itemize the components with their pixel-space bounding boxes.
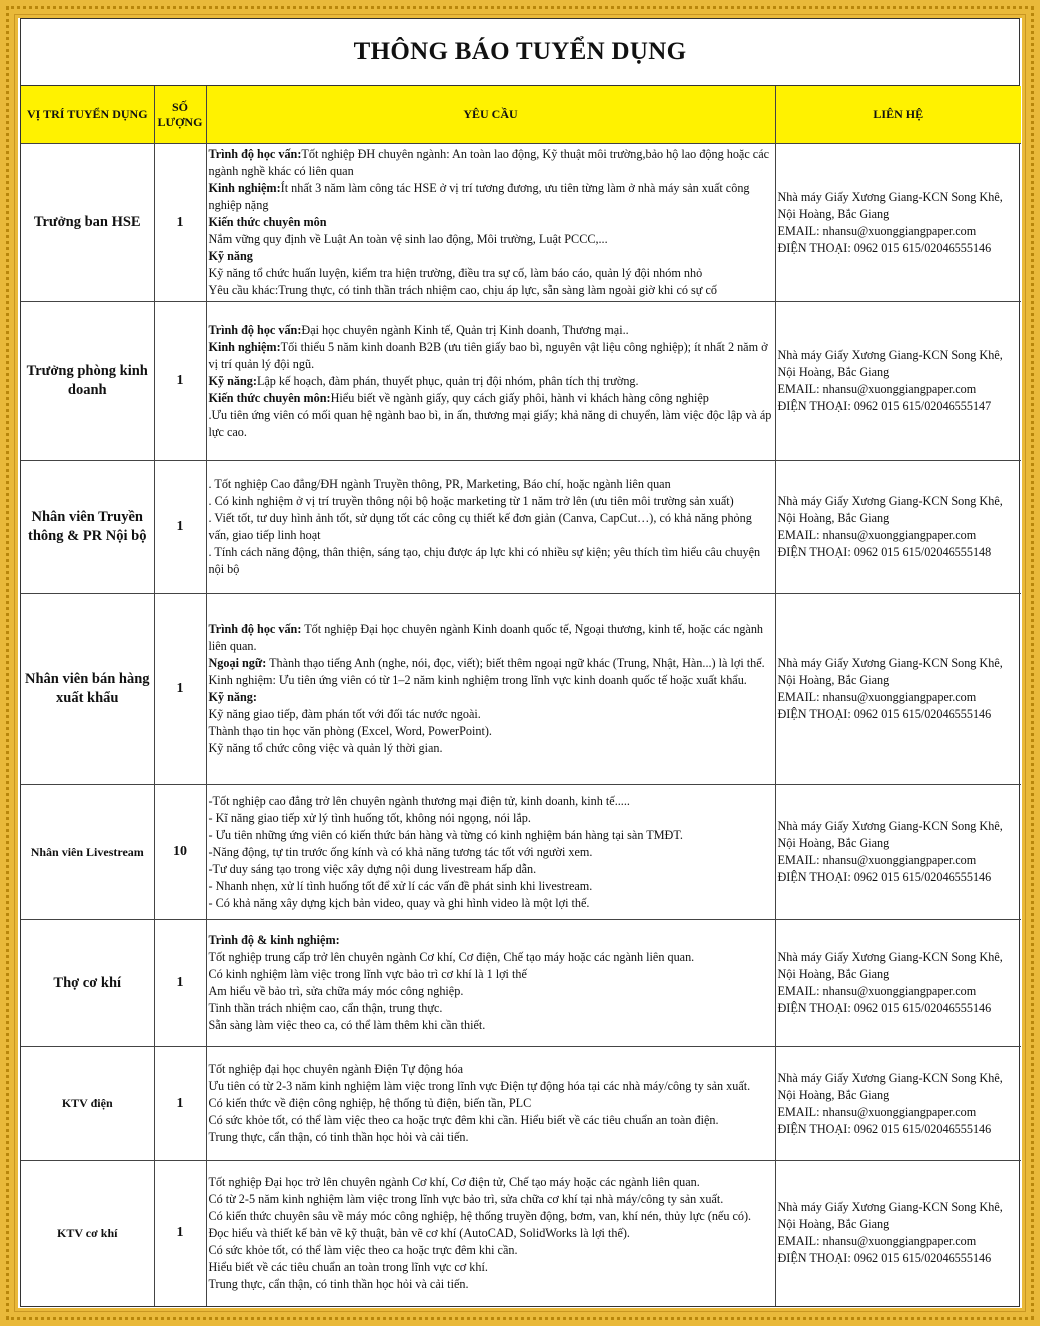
job-requirements: [206, 920, 775, 1047]
job-contact: [775, 920, 1021, 1047]
contact-phone: ĐIỆN THOẠI: 0962 015 615/02046555146: [777, 1121, 992, 1136]
requirement-line: [209, 740, 773, 757]
contact-phone: ĐIỆN THOẠI: 0962 015 615/02046555146: [777, 240, 992, 255]
requirement-line: [209, 373, 773, 390]
requirement-text: - Kĩ năng giao tiếp xử lý tình huống tốt, không nói ngọng, nói lắp.: [208, 810, 531, 825]
job-requirements: [206, 594, 775, 785]
requirement-line: [209, 793, 773, 810]
contact-email: EMAIL: nhansu@xuonggiangpaper.com: [777, 690, 977, 704]
requirement-label: Kỹ năng:: [208, 690, 257, 704]
job-quantity: 1: [154, 920, 206, 1047]
contact-address: Nhà máy Giấy Xương Giang-KCN Song Khê, Nội Hoàng, Bắc Giang: [777, 348, 1003, 379]
contact-email: EMAIL: nhansu@xuonggiangpaper.com: [777, 528, 977, 542]
jobs-table: [21, 86, 1021, 1306]
job-contact: [775, 461, 1021, 594]
requirement-label: Trình độ học vấn:: [208, 147, 302, 161]
requirement-line: [209, 810, 773, 827]
requirement-text: Tốt nghiệp Đại học chuyên ngành Kinh doanh quốc tế, Ngoại thương, kinh tế, hoặc các ngành liên quan.: [208, 622, 764, 653]
requirement-line: [209, 1000, 773, 1017]
requirement-text: Tốt nghiệp ĐH chuyên ngành: An toàn lao động, Kỹ thuật môi trường,bảo hộ lao động hoặc các ngành nghề khác có liên quan: [208, 147, 770, 178]
requirement-line: [209, 655, 773, 672]
job-position: Thợ cơ khí: [21, 920, 154, 1047]
job-position: KTV cơ khí: [21, 1161, 154, 1306]
contact-address: Nhà máy Giấy Xương Giang-KCN Song Khê, Nội Hoàng, Bắc Giang: [777, 656, 1003, 687]
requirement-line: [209, 1112, 773, 1129]
header-contact: LIÊN HỆ: [775, 86, 1021, 144]
requirement-text: Trung thực, cẩn thận, có tinh thần học hỏi và cải tiến.: [208, 1276, 469, 1291]
requirement-text: Kinh nghiệm: Ưu tiên ứng viên có từ 1–2 năm kinh nghiệm trong lĩnh vực kinh doanh quốc tế hoặc xuất khẩu.: [208, 673, 747, 687]
requirement-text: Kỹ năng giao tiếp, đàm phán tốt với đối tác nước ngoài.: [208, 707, 481, 721]
requirement-line: [209, 1242, 773, 1259]
requirement-line: [209, 476, 773, 493]
requirement-line: [209, 146, 773, 180]
requirement-line: [209, 706, 773, 723]
requirement-line: [209, 1095, 773, 1112]
job-contact: [775, 302, 1021, 461]
contact-email: EMAIL: nhansu@xuonggiangpaper.com: [777, 1104, 977, 1119]
job-position: Trưởng ban HSE: [21, 144, 154, 302]
requirement-line: [209, 966, 773, 983]
header-position: VỊ TRÍ TUYỂN DỤNG: [21, 86, 154, 144]
requirement-text: . Tính cách năng động, thân thiện, sáng tạo, chịu được áp lực khi có nhiều sự kiện; yêu thích tìm hiểu câu chuyện nội bộ: [208, 545, 761, 576]
requirement-line: [209, 282, 773, 299]
table-row: [21, 920, 1021, 1047]
contact-phone: ĐIỆN THOẠI: 0962 015 615/02046555148: [777, 545, 992, 559]
table-row: [21, 1047, 1021, 1161]
table-row: [21, 1161, 1021, 1306]
requirement-line: [209, 1225, 773, 1242]
job-position: Trưởng phòng kinh doanh: [21, 302, 154, 461]
requirement-label: Kỹ năng: [208, 249, 253, 263]
requirement-text: Tốt nghiệp đại học chuyên ngành Điện Tự động hóa: [208, 1062, 463, 1076]
requirement-text: Ít nhất 3 năm làm công tác HSE ở vị trí tương đương, ưu tiên từng làm ở nhà máy sản xuất công nghiệp nặng: [208, 181, 750, 212]
requirement-label: Kinh nghiệm:: [208, 339, 281, 354]
requirement-label: Trình độ & kinh nghiệm:: [208, 933, 340, 947]
requirement-text: Kỹ năng tổ chức huấn luyện, kiểm tra hiện trường, điều tra sự cố, làm báo cáo, quản lý đội nhóm nhỏ: [208, 266, 703, 280]
requirement-line: [209, 932, 773, 949]
job-requirements: [206, 785, 775, 920]
requirement-text: Có sức khỏe tốt, có thể làm việc theo ca hoặc trực đêm khi cần. Hiểu biết về các tiêu chuẩn an toàn điện.: [208, 1113, 719, 1127]
table-header-row: [21, 86, 1021, 144]
requirement-text: -Tốt nghiệp cao đẳng trở lên chuyên ngành thương mại điện tử, kinh doanh, kinh tế.....: [208, 793, 630, 808]
job-requirements: [206, 1047, 775, 1161]
requirement-text: Tối thiểu 5 năm kinh doanh B2B (ưu tiên giấy bao bì, nguyên vật liệu công nghiệp); ít nhất 2 năm ở vị trí quản lý đội ngũ.: [208, 339, 768, 371]
requirement-line: [209, 1208, 773, 1225]
requirement-text: Đại học chuyên ngành Kinh tế, Quản trị Kinh doanh, Thương mại..: [301, 322, 629, 337]
job-contact: [775, 1047, 1021, 1161]
header-quantity: SỐ LƯỢNG: [154, 86, 206, 144]
job-quantity: 10: [154, 785, 206, 920]
requirement-line: [209, 214, 773, 231]
requirement-line: [209, 231, 773, 248]
job-contact: [775, 1161, 1021, 1306]
requirement-text: Sẵn sàng làm việc theo ca, có thể làm thêm khi cần thiết.: [208, 1018, 486, 1032]
requirement-line: [209, 339, 773, 373]
requirement-line: [209, 1061, 773, 1078]
table-row: [21, 144, 1021, 302]
contact-phone: ĐIỆN THOẠI: 0962 015 615/02046555146: [777, 1001, 992, 1015]
requirement-text: -Tư duy sáng tạo trong việc xây dựng nội dung livestream hấp dẫn.: [208, 861, 537, 876]
job-position: KTV điện: [21, 1047, 154, 1161]
contact-email: EMAIL: nhansu@xuonggiangpaper.com: [777, 984, 977, 998]
requirement-line: [209, 248, 773, 265]
requirement-text: - Có khả năng xây dựng kịch bản video, quay và ghi hình video là một lợi thế.: [208, 895, 590, 910]
requirement-text: Đọc hiểu và thiết kế bản vẽ kỹ thuật, bản vẽ cơ khí (AutoCAD, SolidWorks là lợi thế).: [208, 1225, 630, 1240]
requirement-text: Hiểu biết về các tiêu chuẩn an toàn trong lĩnh vực cơ khí.: [208, 1259, 488, 1274]
requirement-text: . Có kinh nghiệm ở vị trí truyền thông nội bộ hoặc marketing từ 1 năm trở lên (ưu tiên môi trường sản xuất): [208, 494, 734, 508]
contact-phone: ĐIỆN THOẠI: 0962 015 615/02046555146: [777, 870, 992, 884]
requirement-text: Trung thực, cẩn thận, có tinh thần học hỏi và cải tiến.: [208, 1130, 469, 1144]
contact-phone: ĐIỆN THOẠI: 0962 015 615/02046555147: [777, 399, 992, 413]
contact-address: Nhà máy Giấy Xương Giang-KCN Song Khê, Nội Hoàng, Bắc Giang: [777, 189, 1003, 221]
requirement-line: [209, 510, 773, 544]
requirement-text: Tinh thần trách nhiệm cao, cẩn thận, trung thực.: [208, 1001, 443, 1015]
contact-address: Nhà máy Giấy Xương Giang-KCN Song Khê, Nội Hoàng, Bắc Giang: [777, 494, 1003, 525]
job-quantity: 1: [154, 144, 206, 302]
requirement-line: [209, 621, 773, 655]
job-quantity: 1: [154, 1047, 206, 1161]
requirement-line: [209, 390, 773, 407]
requirement-line: [209, 895, 773, 912]
table-row: [21, 461, 1021, 594]
contact-phone: ĐIỆN THOẠI: 0962 015 615/02046555146: [777, 707, 992, 721]
requirement-line: [209, 844, 773, 861]
job-contact: [775, 785, 1021, 920]
recruitment-notice: [20, 18, 1020, 1307]
job-quantity: 1: [154, 461, 206, 594]
requirement-text: Lập kế hoạch, đàm phán, thuyết phục, quản trị đội nhóm, phân tích thị trường.: [256, 373, 639, 388]
job-quantity: 1: [154, 302, 206, 461]
contact-email: EMAIL: nhansu@xuonggiangpaper.com: [777, 1234, 977, 1249]
requirement-line: [209, 1017, 773, 1034]
requirement-line: [209, 1078, 773, 1095]
table-row: [21, 594, 1021, 785]
requirement-text: Có kiến thức chuyên sâu về máy móc công nghiệp, hệ thống truyền động, bơm, van, khí nén, thủy lực (nếu có).: [208, 1208, 752, 1223]
requirement-label: Kinh nghiệm:: [208, 181, 281, 195]
requirement-line: [209, 544, 773, 578]
requirement-label: Kiến thức chuyên môn:: [208, 390, 331, 405]
requirement-text: Yêu cầu khác:Trung thực, có tinh thần trách nhiệm cao, chịu áp lực, sẵn sàng làm ngoài giờ khi có sự cố: [208, 283, 717, 297]
requirement-line: [209, 265, 773, 282]
contact-phone: ĐIỆN THOẠI: 0962 015 615/02046555146: [777, 1251, 992, 1266]
requirement-line: [209, 407, 773, 441]
job-contact: [775, 594, 1021, 785]
contact-address: Nhà máy Giấy Xương Giang-KCN Song Khê, Nội Hoàng, Bắc Giang: [777, 950, 1003, 981]
job-requirements: [206, 1161, 775, 1306]
requirement-label: Kiến thức chuyên môn: [208, 215, 327, 229]
requirement-text: Ưu tiên có từ 2-3 năm kinh nghiệm làm việc trong lĩnh vực Điện tự động hóa tại các nhà máy/công ty sản xuất.: [208, 1079, 751, 1093]
requirement-line: [209, 493, 773, 510]
contact-address: Nhà máy Giấy Xương Giang-KCN Song Khê, Nội Hoàng, Bắc Giang: [777, 819, 1003, 850]
requirement-line: [209, 672, 773, 689]
requirement-line: [209, 1276, 773, 1293]
requirement-line: [209, 1129, 773, 1146]
requirement-label: Trình độ học vấn:: [208, 622, 302, 636]
requirement-text: - Ưu tiên những ứng viên có kiến thức bán hàng và từng có kinh nghiệm bán hàng tại sàn TMĐT.: [208, 827, 683, 842]
requirement-line: [209, 878, 773, 895]
contact-email: EMAIL: nhansu@xuonggiangpaper.com: [777, 223, 977, 238]
requirement-text: . Tốt nghiệp Cao đẳng/ĐH ngành Truyền thông, PR, Marketing, Báo chí, hoặc ngành liên quan: [208, 477, 671, 491]
requirement-text: Tốt nghiệp Đại học trở lên chuyên ngành Cơ khí, Cơ điện tử, Chế tạo máy hoặc các ngành liên quan.: [208, 1174, 700, 1189]
table-row: [21, 302, 1021, 461]
requirement-line: [209, 689, 773, 706]
requirement-text: Có từ 2-5 năm kinh nghiệm làm việc trong lĩnh vực bảo trì, sửa chữa cơ khí tại nhà máy/công ty sản xuất.: [208, 1191, 724, 1206]
requirement-line: [209, 983, 773, 1000]
requirement-label: Kỹ năng:: [208, 373, 257, 388]
requirement-label: Ngoại ngữ:: [208, 656, 267, 670]
requirement-text: Am hiểu về bảo trì, sửa chữa máy móc công nghiệp.: [208, 984, 464, 998]
contact-address: Nhà máy Giấy Xương Giang-KCN Song Khê, Nội Hoàng, Bắc Giang: [777, 1070, 1003, 1102]
requirement-line: [209, 180, 773, 214]
requirement-line: [209, 723, 773, 740]
requirement-text: Có kinh nghiệm làm việc trong lĩnh vực bảo trì cơ khí là 1 lợi thế: [208, 967, 527, 981]
page-title: THÔNG BÁO TUYỂN DỤNG: [21, 19, 1019, 86]
job-contact: [775, 144, 1021, 302]
requirement-text: .Ưu tiên ứng viên có mối quan hệ ngành bao bì, in ấn, thương mại giấy; khả năng di chuyển, làm việc độc lập và áp lực cao.: [208, 407, 772, 439]
requirement-line: [209, 1259, 773, 1276]
requirement-line: [209, 1191, 773, 1208]
requirement-text: Hiểu biết về ngành giấy, quy cách giấy phôi, hành vi khách hàng công nghiệp: [330, 390, 709, 405]
requirement-label: Trình độ học vấn:: [208, 322, 302, 337]
requirement-text: - Nhanh nhẹn, xử lí tình huống tốt để xử lí các vấn đề phát sinh khi livestream.: [208, 878, 593, 893]
requirement-line: [209, 861, 773, 878]
requirement-text: Thành thạo tin học văn phòng (Excel, Word, PowerPoint).: [208, 724, 492, 738]
requirement-text: . Viết tốt, tư duy hình ảnh tốt, sử dụng tốt các công cụ thiết kế đơn giản (Canva, CapCut…), có khả năng phỏng vấn, giao tiếp linh hoạt: [208, 511, 752, 542]
requirement-text: Có sức khỏe tốt, có thể làm việc theo ca hoặc trực đêm khi cần.: [208, 1242, 518, 1257]
requirement-line: [209, 949, 773, 966]
contact-email: EMAIL: nhansu@xuonggiangpaper.com: [777, 853, 977, 867]
requirement-line: [209, 1174, 773, 1191]
job-position: Nhân viên bán hàng xuất khẩu: [21, 594, 154, 785]
requirement-text: Nắm vững quy định về Luật An toàn vệ sinh lao động, Môi trường, Luật PCCC,...: [208, 232, 608, 246]
job-position: Nhân viên Livestream: [21, 785, 154, 920]
requirement-text: Có kiến thức về điện công nghiệp, hệ thống tủ điện, biến tần, PLC: [208, 1096, 532, 1110]
job-position: Nhân viên Truyền thông & PR Nội bộ: [21, 461, 154, 594]
requirement-text: Thành thạo tiếng Anh (nghe, nói, đọc, viết); biết thêm ngoại ngữ khác (Trung, Nhật, Hàn...) là lợi thế.: [266, 656, 765, 670]
job-requirements: [206, 144, 775, 302]
requirement-text: -Năng động, tự tin trước ống kính và có khả năng tương tác tốt với người xem.: [208, 844, 593, 859]
requirement-line: [209, 322, 773, 339]
job-quantity: 1: [154, 594, 206, 785]
table-row: [21, 785, 1021, 920]
job-requirements: [206, 461, 775, 594]
requirement-text: Kỹ năng tổ chức công việc và quản lý thời gian.: [208, 741, 443, 755]
header-requirements: YÊU CẦU: [206, 86, 775, 144]
job-requirements: [206, 302, 775, 461]
contact-address: Nhà máy Giấy Xương Giang-KCN Song Khê, Nội Hoàng, Bắc Giang: [777, 1200, 1003, 1232]
requirement-line: [209, 827, 773, 844]
contact-email: EMAIL: nhansu@xuonggiangpaper.com: [777, 382, 977, 396]
job-quantity: 1: [154, 1161, 206, 1306]
requirement-text: Tốt nghiệp trung cấp trở lên chuyên ngành Cơ khí, Cơ điện, Chế tạo máy hoặc các ngành liên quan.: [208, 950, 695, 964]
